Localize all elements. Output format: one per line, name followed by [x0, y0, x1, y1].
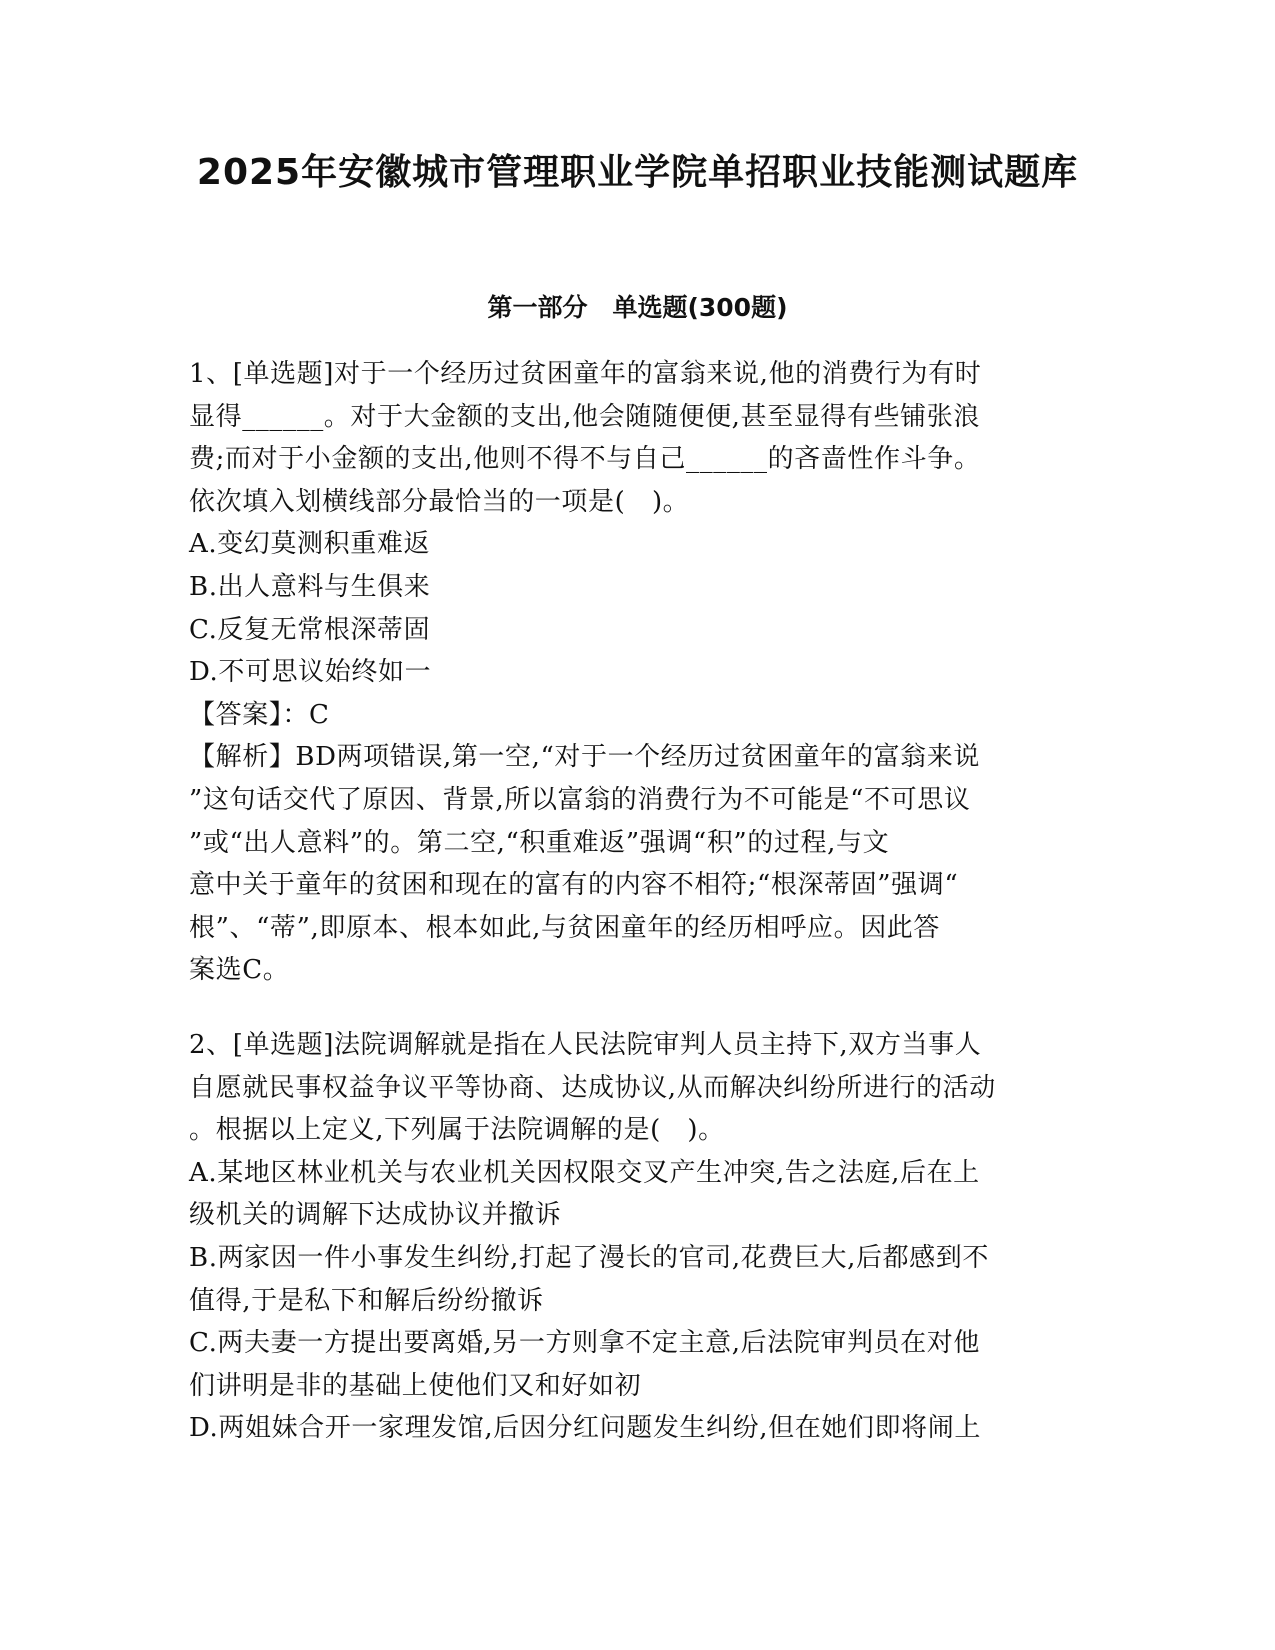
question-2-option-b-line-2: 值得,于是私下和解后纷纷撤诉 [189, 1285, 544, 1316]
question-1-option-a: A.变幻莫测积重难返 [189, 529, 431, 560]
question-2-stem-line-3: 。根据以上定义,下列属于法院调解的是( )。 [189, 1115, 725, 1146]
document-title: 2025年安徽城市管理职业学院单招职业技能测试题库 [196, 152, 1079, 193]
question-1-analysis-line-3: ”或“出人意料”的。第二空,“积重难返”强调“积”的过程,与文 [189, 827, 890, 858]
question-1-analysis-line-4: 意中关于童年的贫困和现在的富有的内容不相符;“根深蒂固”强调“ [189, 870, 959, 901]
question-1-analysis-line-1: 【解析】BD两项错误,第一空,“对于一个经历过贫困童年的富翁来说 [189, 742, 980, 773]
question-1-analysis-line-5: 根”、“蒂”,即原本、根本如此,与贫困童年的经历相呼应。因此答 [189, 912, 941, 943]
section-heading: 第一部分 单选题(300题) [487, 293, 788, 322]
question-1-analysis-line-2: ”这句话交代了原因、背景,所以富翁的消费行为不可能是“不可思议 [189, 784, 971, 815]
question-1 [189, 353, 1079, 992]
question-1-stem-line-4: 依次填入划横线部分最恰当的一项是( )。 [189, 486, 690, 517]
question-2-option-b-line-1: B.两家因一件小事发生纠纷,打起了漫长的官司,花费巨大,后都感到不 [189, 1242, 989, 1273]
question-2-option-a-line-2: 级机关的调解下达成协议并撤诉 [189, 1200, 562, 1231]
question-1-answer: 【答案】：C [189, 699, 330, 730]
question-2-option-a-line-1: A.某地区林业机关与农业机关因权限交叉产生冲突,告之法庭,后在上 [189, 1157, 980, 1188]
question-2-option-d-line-1: D.两姐妹合开一家理发馆,后因分红问题发生纠纷,但在她们即将闹上 [189, 1413, 981, 1444]
question-2-option-c-line-2: 们讲明是非的基础上使他们又和好如初 [189, 1370, 642, 1401]
question-2-stem-line-1: 2、[单选题]法院调解就是指在人民法院审判人员主持下,双方当事人 [189, 1030, 982, 1060]
question-1-stem-line-3: 费;而对于小金额的支出,他则不得不与自己______的吝啬性作斗争。 [189, 444, 981, 475]
question-1-stem-line-1: 1、[单选题]对于一个经历过贫困童年的富翁来说,他的消费行为有时 [189, 359, 982, 389]
question-1-option-d: D.不可思议始终如一 [189, 657, 432, 688]
question-1-stem-line-2: 显得______。对于大金额的支出,他会随随便便,甚至显得有些铺张浪 [189, 401, 980, 432]
question-1-analysis-line-6: 案选C。 [189, 955, 290, 986]
question-2-option-c-line-1: C.两夫妻一方提出要离婚,另一方则拿不定主意,后法院审判员在对他 [189, 1328, 980, 1359]
question-2-stem-line-2: 自愿就民事权益争议平等协商、达成协议,从而解决纠纷所进行的活动 [189, 1072, 996, 1103]
question-1-option-c: C.反复无常根深蒂固 [189, 614, 431, 645]
question-2 [189, 1024, 1079, 1450]
question-1-option-b: B.出人意料与生俱来 [189, 571, 431, 602]
